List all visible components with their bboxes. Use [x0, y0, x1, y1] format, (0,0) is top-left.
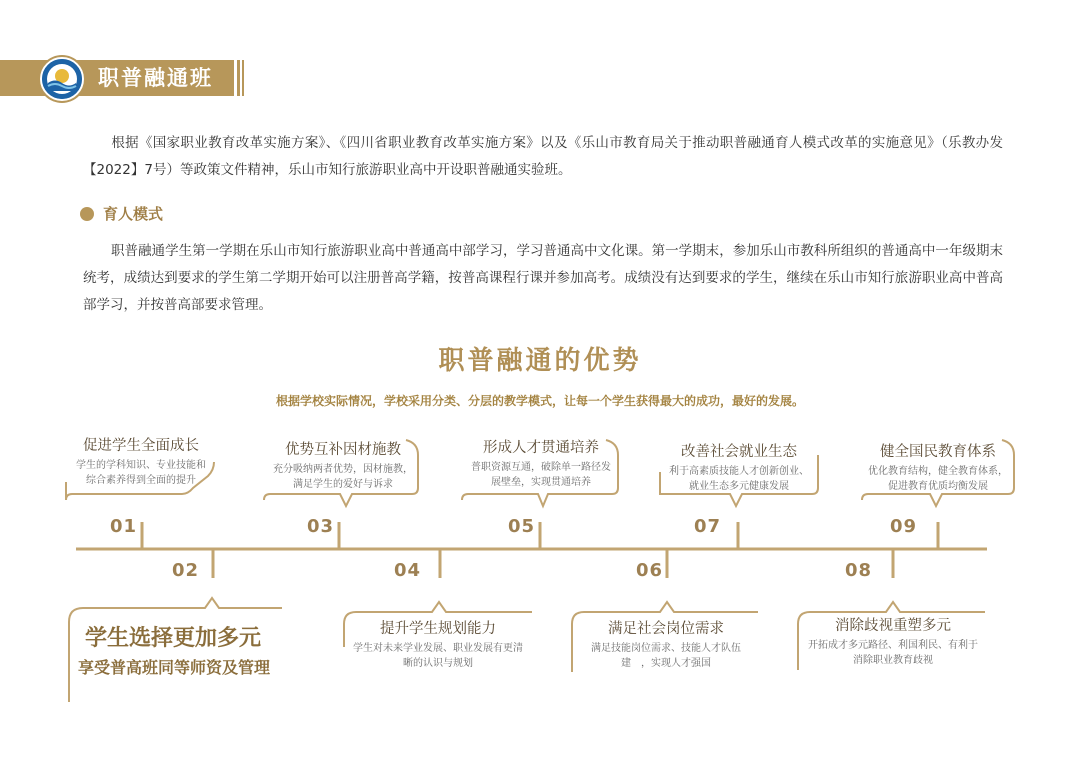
advantage-title: 消除歧视重塑多元	[835, 618, 951, 634]
advantages-title: 职普融通的优势	[438, 346, 642, 376]
advantage-box-01	[72, 436, 210, 488]
section-title: 育人模式	[103, 205, 164, 223]
advantage-box-07	[666, 442, 812, 494]
timeline-number-03: 03	[307, 516, 335, 537]
advantage-title: 提升学生规划能力	[380, 621, 496, 637]
advantage-title: 促进学生全面成长	[83, 438, 199, 454]
timeline-number-09: 09	[890, 516, 918, 537]
advantage-desc-02: 享受普高班同等师资及管理	[78, 658, 271, 677]
advantage-title: 满足社会岗位需求	[608, 621, 724, 637]
advantage-desc: 利于高素质技能人才创新创业、就业生态多元健康发展	[669, 466, 809, 492]
advantage-desc: 优化教育结构，健全教育体系，促进教育优质均衡发展	[868, 466, 1008, 492]
advantage-box-04	[352, 619, 524, 671]
timeline-number-06: 06	[636, 560, 664, 581]
advantage-desc: 普职资源互通，破除单一路径发展壁垒，实现贯通培养	[471, 462, 611, 488]
advantage-title: 形成人才贯通培养	[483, 440, 599, 456]
advantage-desc: 满足技能岗位需求、技能人才队伍建 ，实现人才强国	[591, 643, 741, 669]
advantage-title: 优势互补因材施教	[285, 442, 401, 458]
advantage-box-03	[272, 440, 414, 492]
advantage-desc: 学生的学科知识、专业技能和综合素养得到全面的提升	[76, 460, 206, 486]
advantage-desc: 学生对未来学业发展、职业发展有更清晰的认识与规划	[353, 643, 523, 669]
page-title: 职普融通班	[98, 66, 213, 90]
advantage-box-06	[582, 619, 750, 671]
advantage-box-09	[866, 442, 1010, 494]
timeline-number-02: 02	[172, 560, 200, 581]
advantages-subtitle: 根据学校实际情况，学校采用分类、分层的教学模式，让每一个学生获得最大的成功，最好的发展。	[275, 394, 804, 408]
advantage-box-05	[470, 438, 612, 490]
timeline-number-04: 04	[394, 560, 422, 581]
advantage-title: 健全国民教育体系	[880, 444, 996, 460]
timeline-number-08: 08	[845, 560, 873, 581]
model-text: 职普融通学生第一学期在乐山市知行旅游职业高中普通高中部学习，学习普通高中文化课。第一学期末，参加乐山市教科所组织的普通高中一年级期末统考，成绩达到要求的学生第二学期开始可以注册普高学籍，按普高课程行课并参加高考。成绩没有达到要求的学生，继续在乐山市知行旅游职业高中普高部学习，并按普高部要求管理。	[83, 243, 1003, 313]
advantage-title-02: 学生选择更加多元	[85, 626, 262, 651]
timeline-number-07: 07	[694, 516, 722, 537]
timeline-number-05: 05	[508, 516, 536, 537]
advantage-box-08	[808, 616, 978, 668]
timeline-number-01: 01	[110, 516, 138, 537]
advantage-desc: 开拓成才多元路径、利国利民、有利于消除职业教育歧视	[808, 640, 978, 666]
intro-text: 根据《国家职业教育改革实施方案》、《四川省职业教育改革实施方案》以及《乐山市教育局关于推动职普融通育人模式改革的实施意见》（乐教办发【2022】7号）等政策文件精神，乐山市知行旅游职业高中开设职普融通实验班。	[83, 135, 1003, 178]
advantage-desc: 充分吸纳两者优势，因材施教，满足学生的爱好与诉求	[273, 464, 413, 490]
advantage-title: 改善社会就业生态	[681, 444, 797, 460]
